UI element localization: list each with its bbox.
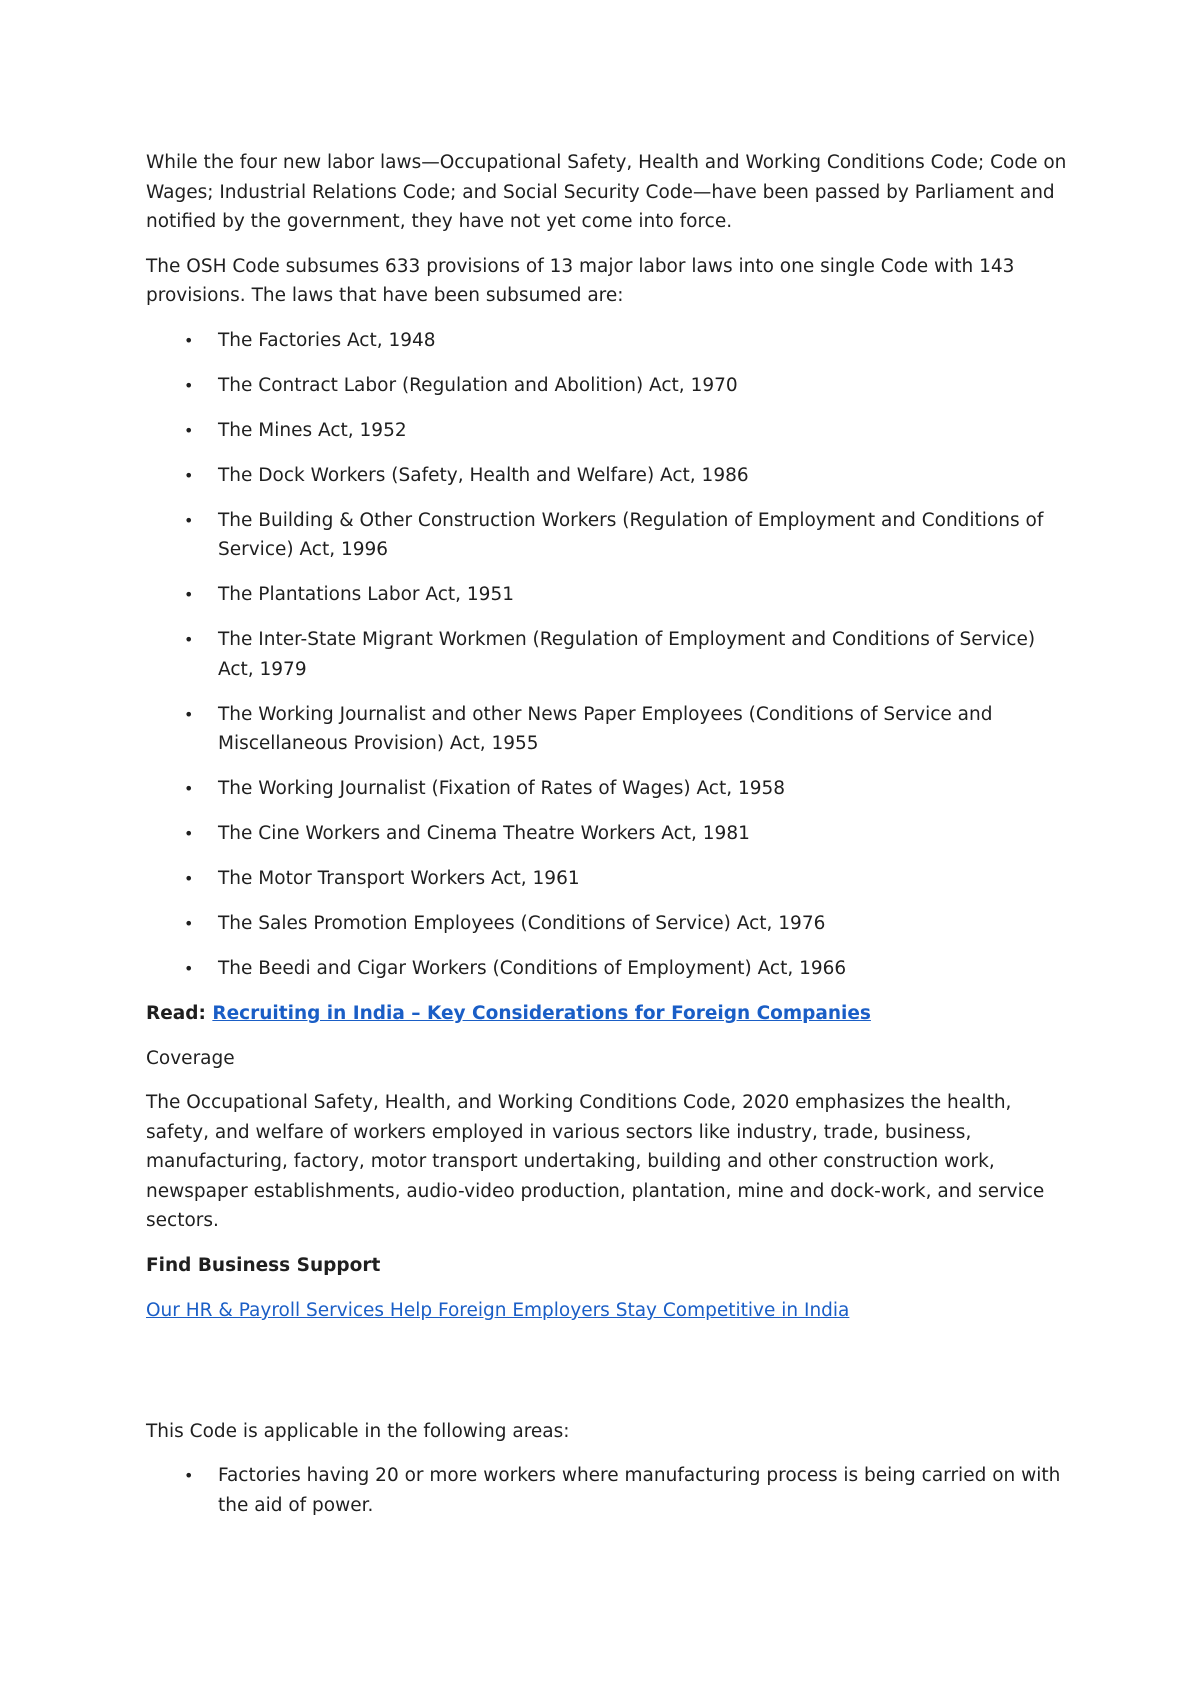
list-item <box>146 819 1076 849</box>
hr-payroll-services-link[interactable]: Our HR & Payroll Services Help Foreign Employers Stay Competitive in India <box>146 1300 850 1321</box>
applicable-paragraph: This Code is applicable in the following areas: <box>146 1420 570 1442</box>
list-item <box>146 774 1076 804</box>
bullet-icon: • <box>184 375 194 395</box>
intro-paragraph: While the four new labor laws—Occupational Safety, Health and Working Conditions Code; Code on Wages; Industrial Relations Code; and Social Security Code—have been passed by Parliament and notified by the government, they have not yet come into force. <box>146 152 1067 232</box>
bullet-icon: • <box>184 630 194 649</box>
list-item-text: The Mines Act, 1952 <box>218 419 407 441</box>
bullet-icon: • <box>184 510 194 530</box>
list-item-text: The Cine Workers and Cinema Theatre Workers Act, 1981 <box>218 823 750 844</box>
list-item-text: The Beedi and Cigar Workers (Conditions of Employment) Act, 1966 <box>218 958 847 979</box>
read-more-line <box>146 999 1076 1029</box>
subsume-paragraph: The OSH Code subsumes 633 provisions of 13 major labor laws into one single Code with 143 provisions. The laws that have been subsumed are: <box>146 255 1015 306</box>
bullet-icon: • <box>184 959 194 978</box>
list-item-text: The Working Journalist and other News Paper Employees (Conditions of Service and Miscellaneous Provision) Act, 1955 <box>218 703 993 754</box>
document-page <box>146 148 1076 1536</box>
list-item <box>146 580 1076 610</box>
list-item-text: The Working Journalist (Fixation of Rates of Wages) Act, 1958 <box>218 778 786 799</box>
coverage-paragraph: The Occupational Safety, Health, and Working Conditions Code, 2020 emphasizes the health, safety, and welfare of workers employed in various sectors like industry, trade, business, manufacturing, factory, motor transport undertaking, building and other construction work, newspaper establishments, audio-video production, plantation, mine and dock-work, and service sectors. <box>146 1092 1045 1231</box>
list-item <box>146 700 1076 759</box>
list-item <box>146 416 1076 446</box>
list-item <box>146 909 1076 939</box>
list-item-text: Factories having 20 or more workers where manufacturing process is being carried on with the aid of power. <box>218 1465 1061 1516</box>
list-item-text: The Sales Promotion Employees (Conditions of Service) Act, 1976 <box>218 913 826 934</box>
business-support-heading: Find Business Support <box>146 1254 381 1276</box>
coverage-heading: Coverage <box>146 1047 235 1069</box>
subsumed-laws-list <box>146 326 1076 984</box>
list-item <box>146 506 1076 565</box>
list-item <box>146 954 1076 984</box>
read-prefix: Read: <box>146 1003 213 1024</box>
bullet-icon: • <box>184 779 194 798</box>
bullet-icon: • <box>184 420 194 440</box>
list-item <box>146 625 1076 684</box>
blank-space <box>146 1341 1076 1417</box>
list-item-text: The Factories Act, 1948 <box>218 329 436 351</box>
list-item <box>146 1461 1076 1520</box>
list-item-text: The Plantations Labor Act, 1951 <box>218 584 514 605</box>
list-item-text: The Motor Transport Workers Act, 1961 <box>218 868 580 889</box>
list-item <box>146 326 1076 356</box>
list-item <box>146 461 1076 491</box>
bullet-icon: • <box>184 869 194 888</box>
applicable-areas-list <box>146 1461 1076 1520</box>
bullet-icon: • <box>184 914 194 933</box>
list-item-text: The Contract Labor (Regulation and Abolition) Act, 1970 <box>218 374 738 396</box>
bullet-icon: • <box>184 465 194 485</box>
list-item <box>146 371 1076 401</box>
list-item-text: The Inter-State Migrant Workmen (Regulation of Employment and Conditions of Service) Act, 1979 <box>218 629 1036 680</box>
bullet-icon: • <box>184 1466 194 1485</box>
business-support-line <box>146 1296 1076 1326</box>
bullet-icon: • <box>184 330 194 350</box>
bullet-icon: • <box>184 704 194 724</box>
recruiting-article-link[interactable]: Recruiting in India – Key Considerations for Foreign Companies <box>212 1003 871 1024</box>
list-item-text: The Building & Other Construction Workers (Regulation of Employment and Conditions of Service) Act, 1996 <box>218 509 1044 560</box>
list-item-text: The Dock Workers (Safety, Health and Welfare) Act, 1986 <box>218 464 749 486</box>
list-item <box>146 864 1076 894</box>
bullet-icon: • <box>184 824 194 843</box>
bullet-icon: • <box>184 585 194 604</box>
